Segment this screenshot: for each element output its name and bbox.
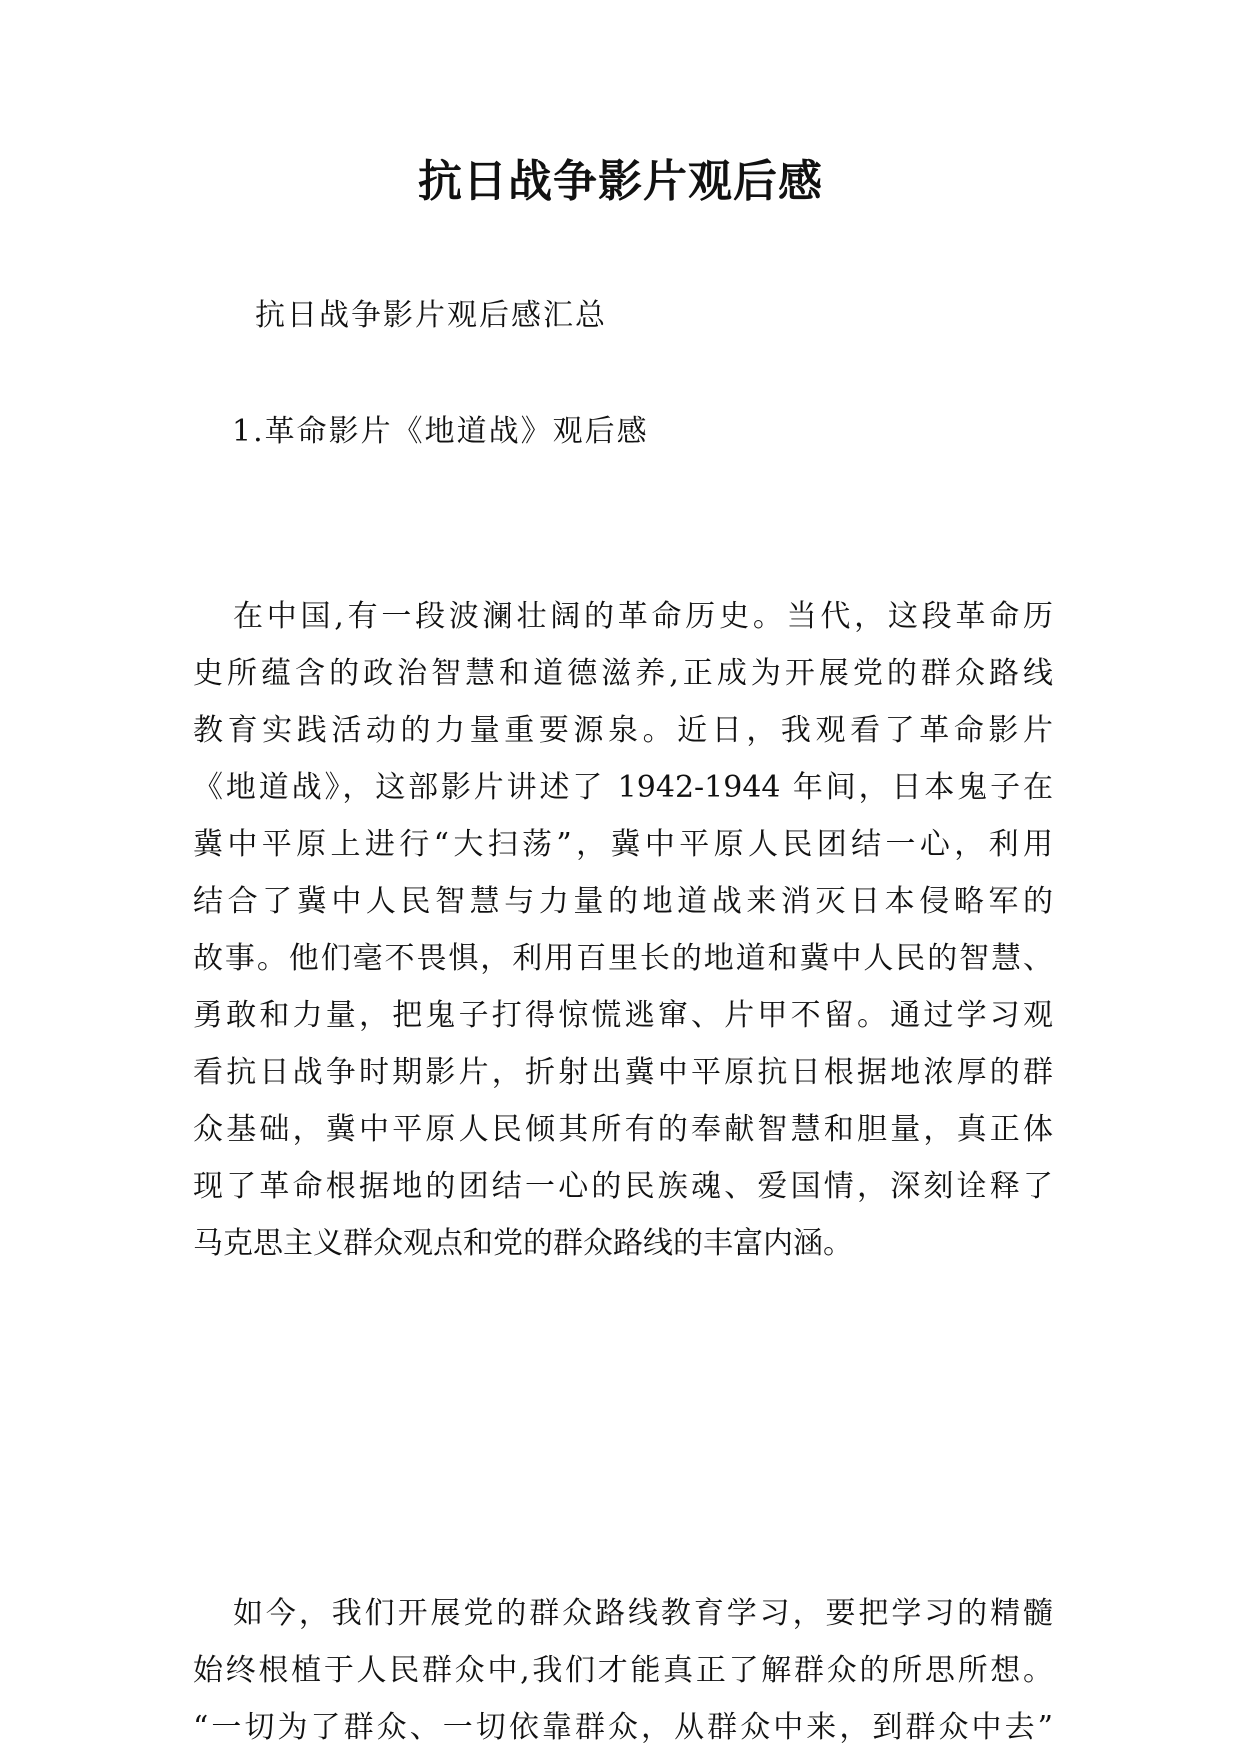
paragraph-1 <box>193 588 1053 1272</box>
document-subtitle: 抗日战争影片观后感汇总 <box>255 298 607 333</box>
paragraph-line: 冀中平原上进行“大扫荡”，冀中平原人民团结一心，利用 <box>193 827 1053 862</box>
document-title: 抗日战争影片观后感 <box>418 156 823 207</box>
paragraph-line: 现了革命根据地的团结一心的民族魂、爱国情，深刻诠释了 <box>193 1169 1053 1204</box>
paragraph-line: 在中国,有一段波澜壮阔的革命历史。当代，这段革命历 <box>233 599 1053 634</box>
paragraph-line: 众基础，冀中平原人民倾其所有的奉献智慧和胆量，真正体 <box>193 1112 1053 1147</box>
paragraph-line: “一切为了群众、一切依靠群众，从群众中来，到群众中去” <box>193 1710 1053 1745</box>
paragraph-line: 故事。他们毫不畏惧，利用百里长的地道和冀中人民的智慧、 <box>193 941 1053 976</box>
paragraph-line: 勇敢和力量，把鬼子打得惊慌逃窜、片甲不留。通过学习观 <box>193 998 1053 1033</box>
paragraph-line: 始终根植于人民群众中,我们才能真正了解群众的所思所想。 <box>193 1653 1053 1688</box>
paragraph-line: 如今，我们开展党的群众路线教育学习，要把学习的精髓 <box>233 1596 1053 1631</box>
paragraph-line: 史所蕴含的政治智慧和道德滋养,正成为开展党的群众路线 <box>193 656 1053 691</box>
paragraph-line: 教育实践活动的力量重要源泉。近日，我观看了革命影片 <box>193 713 1053 748</box>
paragraph-line: 结合了冀中人民智慧与力量的地道战来消灭日本侵略军的 <box>193 884 1053 919</box>
paragraph-2 <box>193 1585 1053 1756</box>
section-heading: 1.革命影片《地道战》观后感 <box>232 414 649 449</box>
paragraph-line: 看抗日战争时期影片，折射出冀中平原抗日根据地浓厚的群 <box>193 1055 1053 1090</box>
paragraph-line: 马克思主义群众观点和党的群众路线的丰富内涵。 <box>193 1226 853 1261</box>
paragraph-line: 《地道战》，这部影片讲述了 1942-1944 年间，日本鬼子在 <box>193 770 1053 805</box>
